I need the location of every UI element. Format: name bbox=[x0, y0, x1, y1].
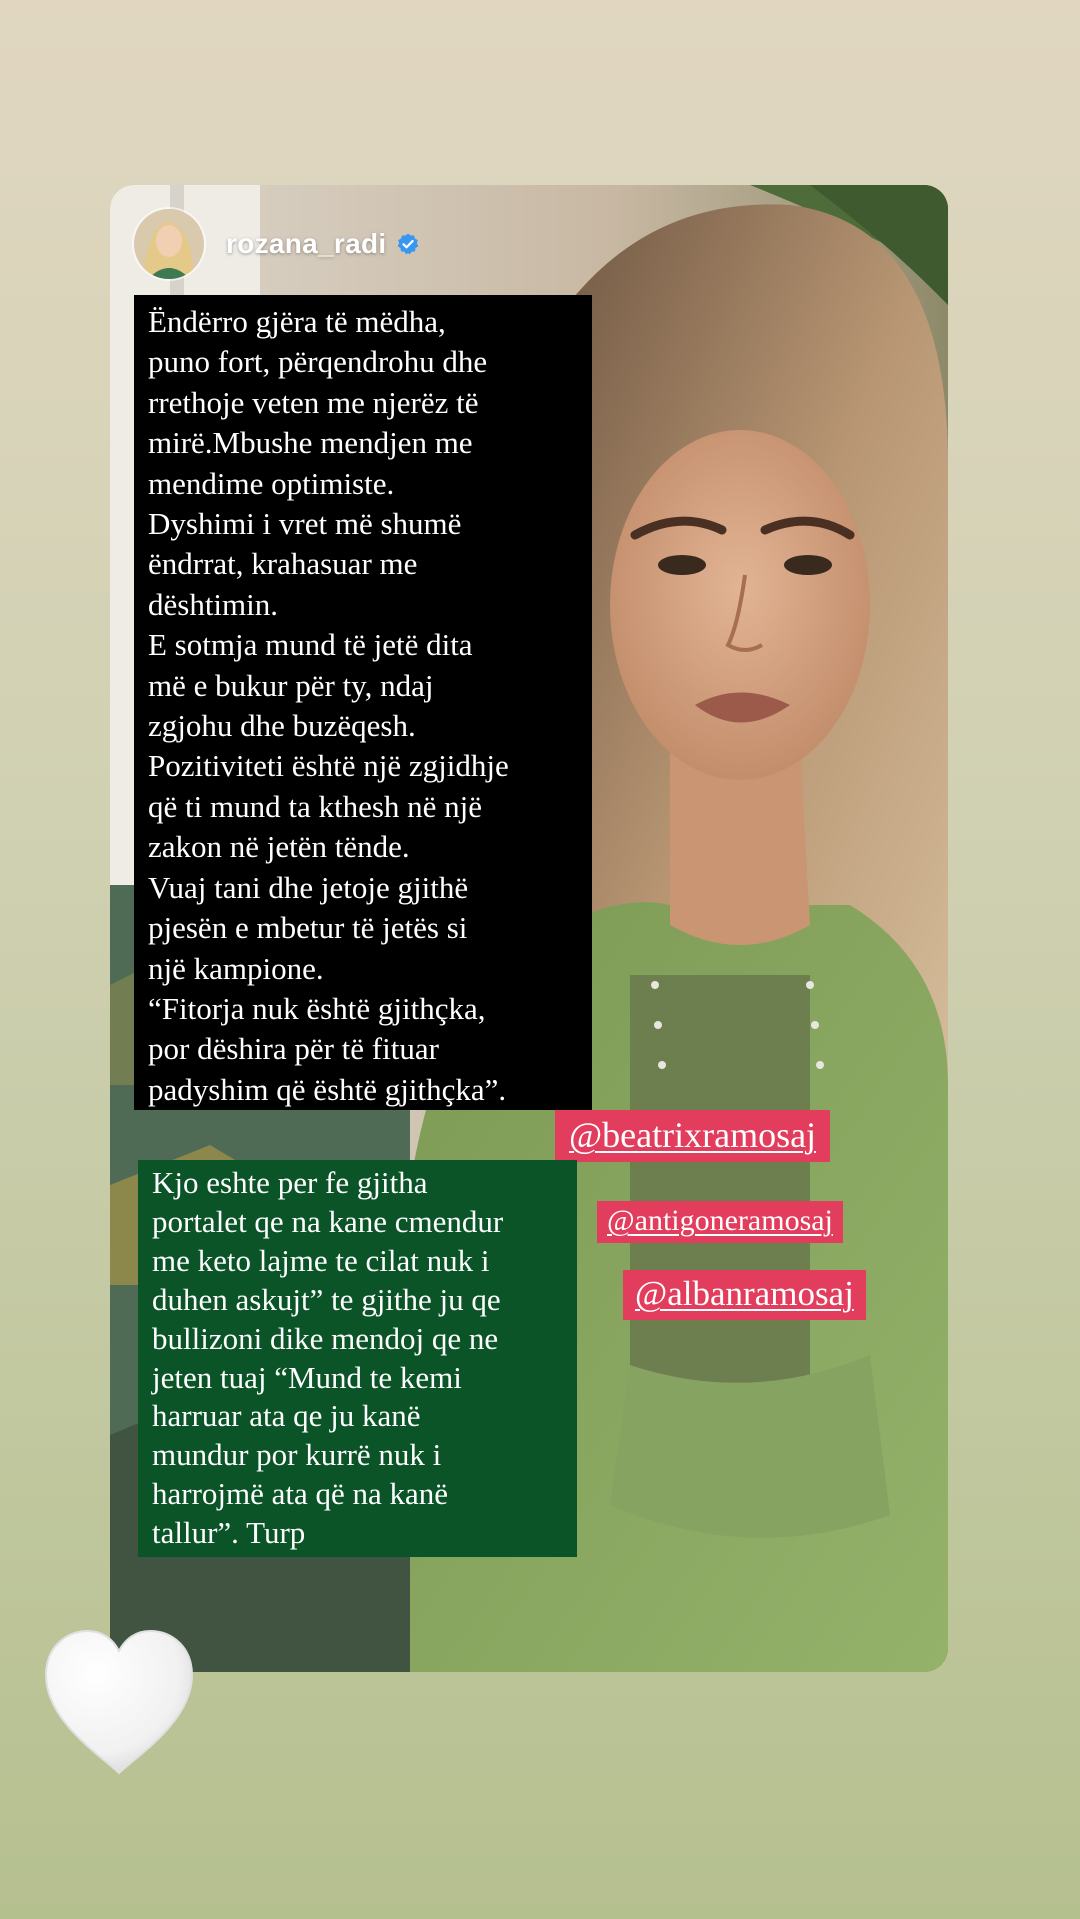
mention-antigoneramosaj[interactable]: @antigoneramosaj bbox=[597, 1201, 843, 1243]
message-line: harruar ata qe ju kanë bbox=[152, 1398, 421, 1434]
quote-line: më e bukur për ty, ndaj bbox=[148, 667, 434, 703]
quote-line: rrethoje veten me njerëz të bbox=[148, 384, 479, 420]
quote-text-box bbox=[134, 295, 592, 1110]
message-line: me keto lajme te cilat nuk i bbox=[152, 1242, 490, 1278]
quote-line: Dyshimi i vret më shumë bbox=[148, 506, 462, 542]
message-line: Kjo eshte per fe gjitha bbox=[152, 1165, 428, 1200]
username[interactable]: rozana_radi bbox=[226, 228, 387, 259]
message-text-box bbox=[138, 1160, 577, 1557]
message-line: tallur”. Turp bbox=[152, 1515, 306, 1551]
quote-line: ëndrrat, krahasuar me bbox=[148, 546, 418, 582]
quote-line: Vuaj tani dhe jetoje gjithë bbox=[148, 869, 469, 905]
story-card[interactable] bbox=[110, 185, 948, 1672]
mention-albanramosaj[interactable]: @albanramosaj bbox=[623, 1270, 866, 1320]
quote-line: padyshim që është gjithçka”. bbox=[148, 1071, 507, 1107]
quote-line: “Fitorja nuk është gjithçka, bbox=[148, 990, 486, 1026]
quote-line: që ti mund ta kthesh në një bbox=[148, 788, 483, 824]
avatar[interactable] bbox=[132, 207, 206, 281]
quote-line: puno fort, përqendrohu dhe bbox=[148, 344, 488, 380]
quote-line: zgjohu dhe buzëqesh. bbox=[148, 708, 416, 744]
quote-line: E sotmja mund të jetë dita bbox=[148, 627, 473, 663]
message-line: jeten tuaj “Mund te kemi bbox=[152, 1359, 462, 1395]
mention-beatrixramosaj[interactable]: @beatrixramosaj bbox=[555, 1110, 830, 1162]
message-line: bullizoni dike mendoj qe ne bbox=[152, 1320, 499, 1356]
message-line: harrojmë ata që na kanë bbox=[152, 1476, 449, 1512]
verified-badge-icon bbox=[396, 232, 420, 256]
message-line: duhen askujt” te gjithe ju qe bbox=[152, 1281, 501, 1317]
story-header[interactable] bbox=[132, 207, 420, 281]
message-line: portalet qe na kane cmendur bbox=[152, 1203, 504, 1239]
quote-line: pjesën e mbetur të jetës si bbox=[148, 910, 468, 946]
quote-line: mirë.Mbushe mendjen me bbox=[148, 425, 473, 461]
quote-line: dështimin. bbox=[148, 586, 279, 622]
quote-line: por dëshira për të fituar bbox=[148, 1031, 439, 1067]
message-line: mundur por kurrë nuk i bbox=[152, 1437, 442, 1473]
heart-icon[interactable] bbox=[40, 1625, 198, 1777]
quote-line: Pozitiviteti është një zgjidhje bbox=[148, 748, 509, 784]
quote-line: mendime optimiste. bbox=[148, 465, 395, 501]
quote-line: Ëndërro gjëra të mëdha, bbox=[148, 304, 446, 339]
quote-line: zakon në jetën tënde. bbox=[148, 829, 410, 865]
quote-line: një kampione. bbox=[148, 950, 324, 986]
